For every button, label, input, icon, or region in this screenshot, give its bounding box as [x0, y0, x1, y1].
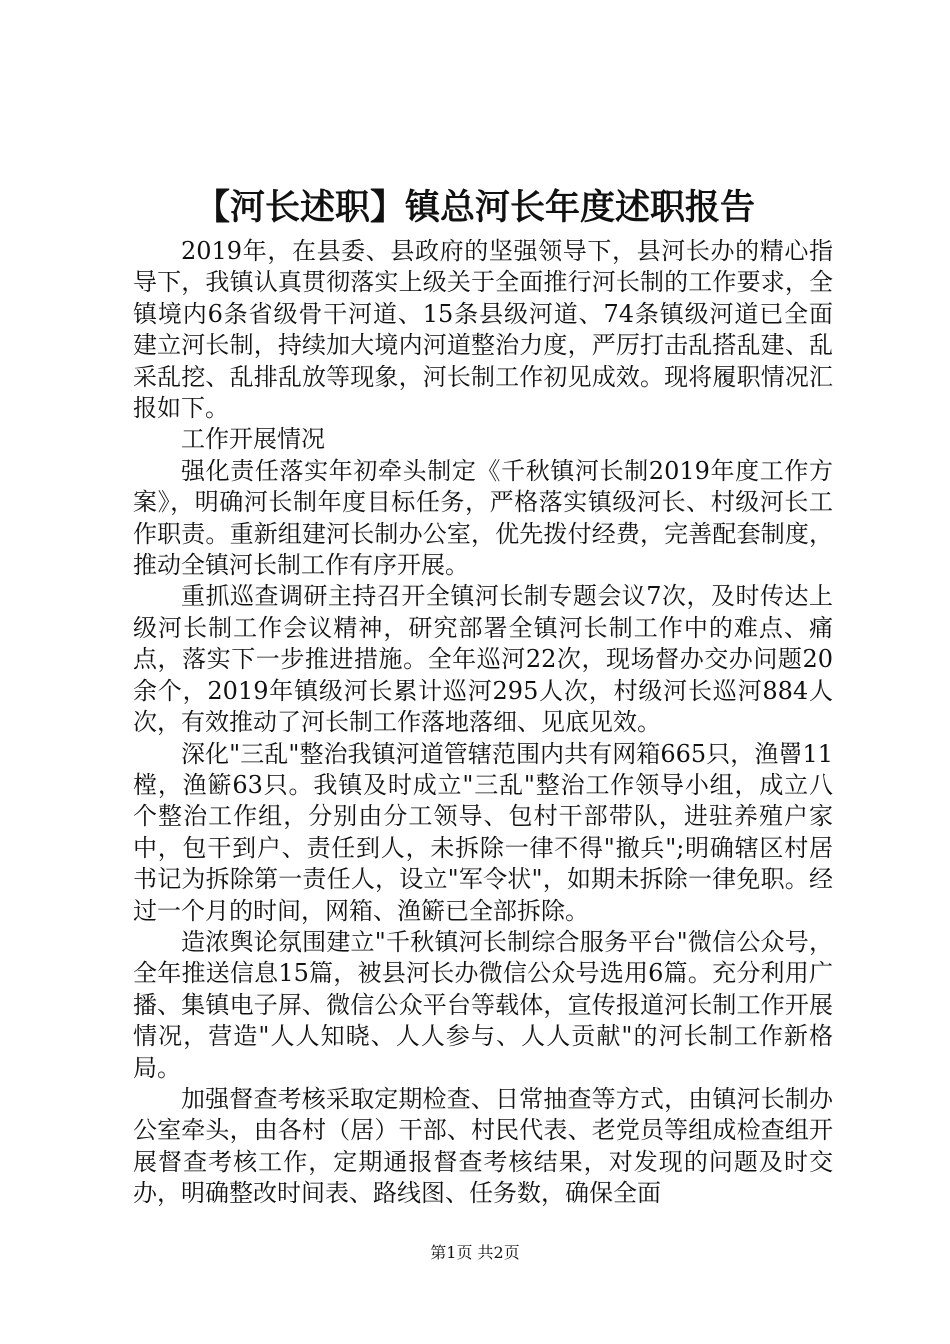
document-title: 【河长述职】镇总河长年度述职报告: [194, 187, 755, 228]
paragraph-publicity: 造浓舆论氛围建立"千秋镇河长制综合服务平台"微信公众号，全年推送信息15篇，被县河长办微信公众号选用6篇。充分利用广播、集镇电子屏、微信公众平台等载体，宣传报道河长制工作开展情况，营造"人人知晓、人人参与、人人贡献"的河长制工作新格局。: [133, 927, 833, 1082]
page-footer: 第1页 共2页: [430, 1243, 520, 1262]
paragraph-inspection: 重抓巡查调研主持召开全镇河长制专题会议7次，及时传达上级河长制工作会议精神，研究部署全镇河长制工作中的难点、痛点，落实下一步推进措施。全年巡河22次，现场督办交办问题20余个，2019年镇级河长累计巡河295人次，村级河长巡河884人次，有效推动了河长制工作落地落细、见底见效。: [133, 582, 833, 737]
document-body: [133, 236, 833, 1210]
paragraph-supervision: 加强督查考核采取定期检查、日常抽查等方式，由镇河长制办公室牵头，由各村（居）干部、村民代表、老党员等组成检查组开展督查考核工作，定期通报督查考核结果，对发现的问题及时交办，明确整改时间表、路线图、任务数，确保全面: [133, 1084, 833, 1208]
paragraph-rectification: 深化"三乱"整治我镇河道管辖范围内共有网箱665只，渔罾11樘，渔簖63只。我镇及时成立"三乱"整治工作领导小组，成立八个整治工作组，分别由分工领导、包村干部带队，进驻养殖户家中，包干到户、责任到人，未拆除一律不得"撤兵";明确辖区村居书记为拆除第一责任人，设立"军令状"，如期未拆除一律免职。经过一个月的时间，网箱、渔簖已全部拆除。: [133, 739, 833, 925]
section-heading: 工作开展情况: [181, 425, 325, 454]
paragraph-responsibility: 强化责任落实年初牵头制定《千秋镇河长制2019年度工作方案》，明确河长制年度目标任务，严格落实镇级河长、村级河长工作职责。重新组建河长制办公室，优先拨付经费，完善配套制度，推动全镇河长制工作有序开展。: [133, 456, 833, 580]
paragraph-intro: 2019年，在县委、县政府的坚强领导下，县河长办的精心指导下，我镇认真贯彻落实上级关于全面推行河长制的工作要求，全镇境内6条省级骨干河道、15条县级河道、74条镇级河道已全面建立河长制，持续加大境内河道整治力度，严厉打击乱搭乱建、乱采乱挖、乱排乱放等现象，河长制工作初见成效。现将履职情况汇报如下。: [133, 237, 833, 423]
